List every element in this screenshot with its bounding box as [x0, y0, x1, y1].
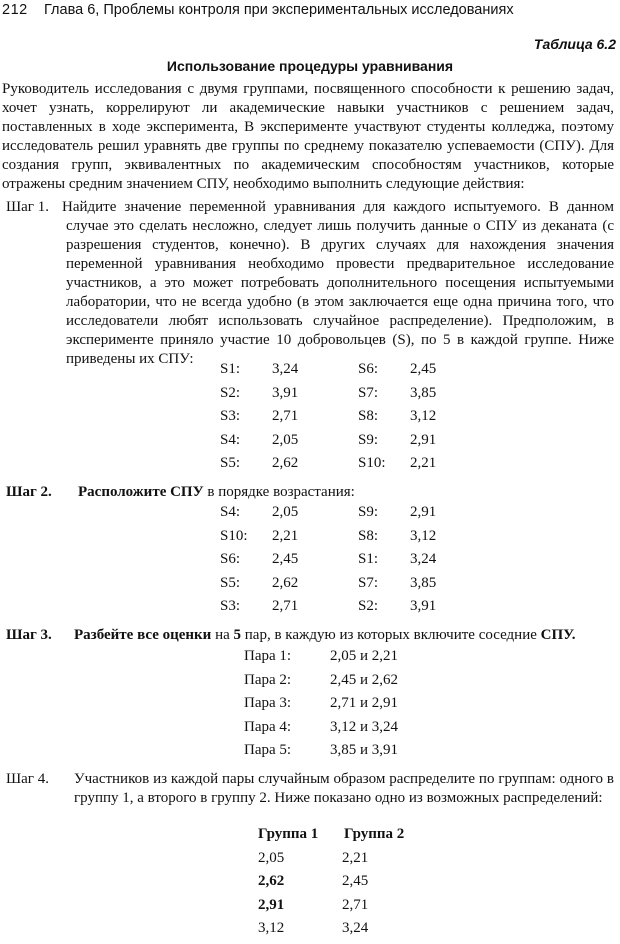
gpa-value: 2,21 [410, 455, 437, 471]
step3-text [74, 626, 614, 645]
step3-text-b: на [211, 627, 234, 643]
subject-id: S8: [358, 408, 379, 424]
subject-id: S6: [358, 361, 379, 377]
subject-id: S7: [358, 384, 379, 401]
step4-text: Участников из каждой пары случайным образом распределите по группам: одного в группу 1, а второго в группу 2. Ниже показано одно из возможных распределений: [74, 771, 614, 806]
gpa-value: 2,45 [272, 551, 299, 567]
gpa-value: 2,71 [272, 408, 299, 424]
group1-header: Группа 1 [258, 826, 319, 842]
step1-label: Шаг 1. [6, 199, 49, 215]
group1-value: 2,05 [258, 849, 285, 866]
subject-id: S1: [220, 361, 241, 377]
chapter-title: Глава 6, Проблемы контроля при экспериментальных исследованиях [44, 2, 514, 18]
gpa-value: 2,71 [272, 598, 299, 614]
subject-id: S6: [220, 551, 241, 567]
subject-id: S2: [220, 384, 241, 401]
subject-id: S2: [358, 598, 379, 614]
subject-id: S5: [220, 574, 241, 591]
group1-value: 2,91 [258, 896, 285, 913]
group1-value: 2,62 [258, 873, 285, 889]
group2-value: 2,71 [342, 896, 369, 913]
step3-text-a: Разбейте все оценки [74, 627, 212, 643]
subject-id: S4: [220, 431, 241, 448]
gpa-value: 2,21 [272, 527, 299, 544]
gpa-value: 3,12 [410, 527, 437, 544]
group2-value: 2,45 [342, 873, 369, 889]
gpa-value: 2,91 [410, 431, 437, 448]
pair-values: 2,05 и 2,21 [330, 648, 399, 664]
pair-label: Пара 5: [244, 742, 292, 758]
pair-label: Пара 3: [244, 695, 292, 711]
subject-id: S1: [358, 551, 379, 567]
intro-paragraph: Руководитель исследования с двумя группами, посвященного способности к решению задач, хочет узнать, коррелируют ли академические навыки участников с решением задач, поставленных в ходе эксперимента, В эксперименте участвуют студенты колледжа, поэтому исследователь решил уравнять две группы по среднему показателю успеваемости (СПУ). Для создания групп, эквивалентных по академическим способностям участников, которые отражены средним значением СПУ, необходимо выполнить следующие действия: [2, 81, 614, 192]
table-reference: Таблица 6.2 [533, 36, 616, 52]
section-title: Использование процедуры уравнивания [166, 58, 454, 74]
gpa-value: 3,91 [410, 598, 437, 614]
gpa-value: 2,45 [410, 361, 437, 377]
subject-id: S9: [358, 431, 379, 448]
pair-values: 2,45 и 2,62 [330, 671, 399, 688]
pair-label: Пара 4: [244, 718, 292, 735]
gpa-value: 3,85 [410, 574, 437, 591]
gpa-value: 2,05 [272, 431, 299, 448]
step2-label: Шаг 2. [6, 484, 52, 500]
subject-id: S9: [358, 504, 379, 520]
page-number: 212 [2, 2, 28, 18]
step3-text-c: 5 [233, 627, 242, 643]
gpa-value: 2,62 [272, 574, 299, 591]
step3-label: Шаг 3. [6, 627, 52, 643]
subject-id: S7: [358, 574, 379, 591]
subject-id: S10: [358, 455, 386, 471]
gpa-value: 3,12 [410, 408, 437, 424]
pair-values: 2,71 и 2,91 [330, 695, 399, 711]
gpa-value: 3,24 [272, 361, 299, 377]
subject-id: S8: [358, 527, 379, 544]
gpa-value: 3,24 [410, 551, 437, 567]
gpa-value: 2,05 [272, 504, 299, 520]
step4-label: Шаг 4. [6, 771, 49, 787]
group2-value: 2,21 [342, 849, 369, 866]
step2-text [78, 483, 608, 502]
step2-text-rest: в порядке возрастания: [203, 484, 355, 500]
step2-text-bold: Расположите СПУ [78, 484, 204, 500]
step1-text: Найдите значение переменной уравнивания для каждого испытуемого. В данном случае это сделать несложно, следует лишь получить данные о СПУ из деканата (с разрешения студентов, конечно). В других случаях для нахождения значения переменной уравнивания необходимо провести предварительное исследование участников, а это может потребовать дополнительного посещения испытуемыми лаборатории, что не всегда удобно (в этом заключается еще одна причина того, что исследователи любят использовать случайное распределение). Предположим, в эксперименте приняло участие 10 добровольцев (S), по 5 в каждой группе. Ниже приведены их СПУ: [62, 199, 614, 367]
subject-id: S3: [220, 598, 241, 614]
subject-id: S4: [220, 504, 241, 520]
gpa-value: 3,85 [410, 384, 437, 401]
group1-value: 3,12 [258, 920, 285, 936]
running-header [2, 0, 612, 22]
pair-values: 3,12 и 3,24 [330, 718, 399, 735]
step3-text-d: пар, в каждую из которых включите соседние [241, 627, 541, 643]
subject-id: S10: [220, 527, 248, 544]
gpa-value: 2,62 [272, 455, 299, 471]
group2-value: 3,24 [342, 920, 369, 936]
group2-header: Группа 2 [344, 826, 405, 842]
subject-id: S3: [220, 408, 241, 424]
pair-label: Пара 2: [244, 671, 292, 688]
subject-id: S5: [220, 455, 241, 471]
step3-text-e: СПУ. [540, 627, 576, 643]
pair-values: 3,85 и 3,91 [330, 742, 399, 758]
gpa-value: 3,91 [272, 384, 299, 401]
pair-label: Пара 1: [244, 648, 292, 664]
gpa-value: 2,91 [410, 504, 437, 520]
